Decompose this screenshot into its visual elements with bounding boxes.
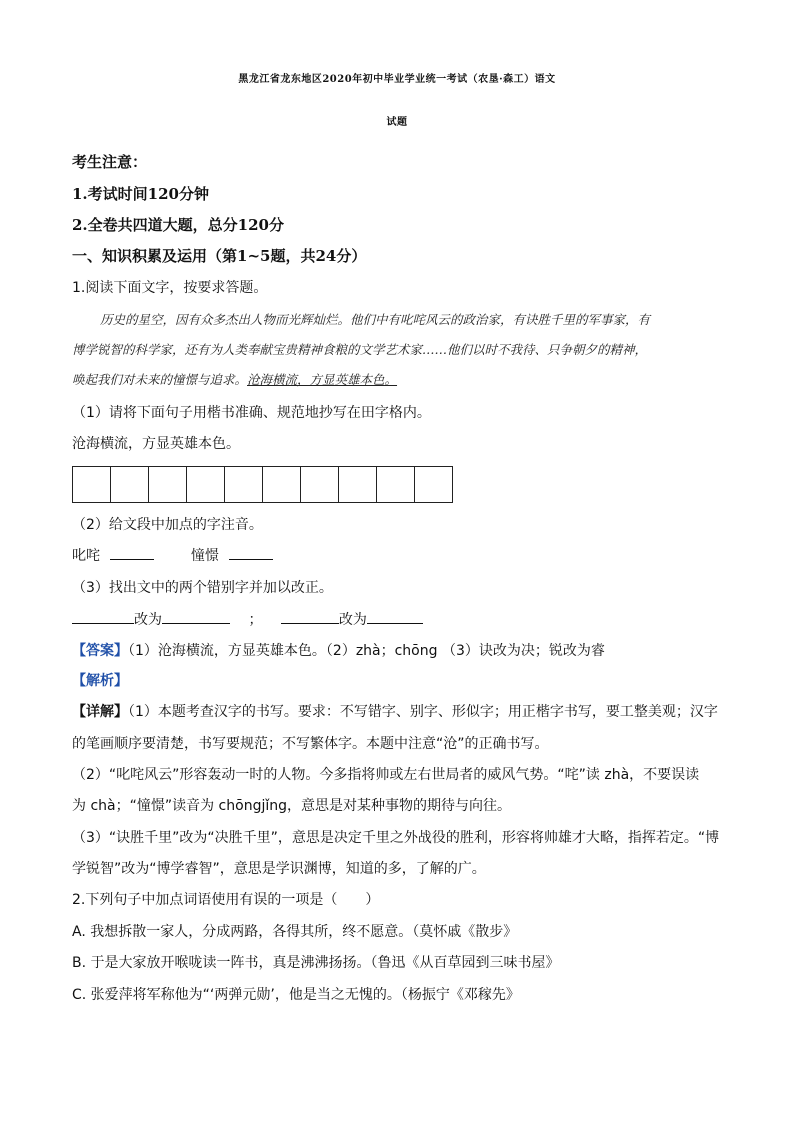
passage-underlined-sentence: 沧海横流，方显英雄本色。 bbox=[247, 372, 398, 387]
pinyin-blank-1[interactable] bbox=[110, 545, 154, 560]
correction-row bbox=[72, 609, 423, 629]
change-label-2: 改为 bbox=[338, 612, 367, 628]
option-c[interactable]: C. 张爱萍将军称他为“‘两弹元勋’，他是当之无愧的。（杨振宁《邓稼先》 bbox=[72, 987, 520, 1003]
analysis-line-6: 学锐智”改为“博学睿智”，意思是学识渊博，知道的多，了解的广。 bbox=[72, 861, 486, 877]
notice-item-time: 1.考试时间120分钟 bbox=[72, 185, 209, 203]
answer-row bbox=[72, 640, 605, 660]
sub-question-1-sentence: 沧海横流，方显英雄本色。 bbox=[72, 436, 240, 452]
notice-item-score: 2.全卷共四道大题，总分120分 bbox=[72, 216, 284, 234]
grid-cell[interactable] bbox=[187, 467, 225, 502]
grid-cell[interactable] bbox=[111, 467, 149, 502]
analysis-tag: 【解析】 bbox=[72, 673, 128, 689]
pinyin-word-2: 憧憬 bbox=[190, 548, 219, 564]
passage-line-2: 博学锐智的科学家，还有为人类奉献宝贵精神食粮的文学艺术家……他们以时不我待、只争朝夕的精神， bbox=[72, 342, 648, 357]
sub-question-3-prompt: （3）找出文中的两个错别字并加以改正。 bbox=[72, 580, 333, 596]
option-a[interactable]: A. 我想拆散一家人，分成两路，各得其所，终不愿意。（莫怀戚《散步》 bbox=[72, 924, 518, 940]
passage-line-1: 历史的星空，因有众多杰出人物而光辉灿烂。他们中有叱咤风云的政治家，有诀胜千里的军事家，有 bbox=[100, 312, 651, 327]
wrong-char-blank-2[interactable] bbox=[281, 609, 339, 624]
sub-question-1-prompt: （1）请将下面句子用楷书准确、规范地抄写在田字格内。 bbox=[72, 405, 431, 421]
option-b[interactable]: B. 于是大家放开喉咙读一阵书，真是沸沸扬扬。（鲁迅《从百草园到三味书屋》 bbox=[72, 955, 560, 971]
correct-char-blank-1[interactable] bbox=[162, 609, 230, 624]
separator: ； bbox=[248, 612, 263, 628]
section-heading: 一、知识积累及运用（第1~5题，共24分） bbox=[72, 247, 367, 265]
grid-cell[interactable] bbox=[377, 467, 415, 502]
analysis-text-1: （1）本题考查汉字的书写。要求：不写错字、别字、形似字；用正楷字书写，要工整美观；汉字 bbox=[128, 704, 718, 720]
detail-tag: 【详解】 bbox=[72, 704, 128, 720]
analysis-line-2: 的笔画顺序要清楚，书写要规范；不写繁体字。本题中注意“沧”的正确书写。 bbox=[72, 736, 549, 752]
pinyin-word-1: 叱咤 bbox=[72, 548, 100, 564]
answer-tag: 【答案】 bbox=[72, 643, 128, 659]
grid-cell[interactable] bbox=[73, 467, 111, 502]
grid-cell[interactable] bbox=[263, 467, 301, 502]
analysis-line-1 bbox=[72, 701, 718, 721]
grid-cell[interactable] bbox=[339, 467, 377, 502]
change-label-1: 改为 bbox=[134, 612, 162, 628]
wrong-char-blank-1[interactable] bbox=[72, 609, 134, 624]
exam-title: 黑龙江省龙东地区2020年初中毕业学业统一考试（农垦·森工）语文 bbox=[238, 74, 556, 85]
writing-grid[interactable] bbox=[72, 466, 453, 503]
grid-cell[interactable] bbox=[301, 467, 339, 502]
correct-char-blank-2[interactable] bbox=[367, 609, 423, 624]
pinyin-blank-2[interactable] bbox=[229, 545, 273, 560]
grid-cell[interactable] bbox=[149, 467, 187, 502]
passage-line-3-text: 唤起我们对未来的憧憬与追求。 bbox=[72, 372, 248, 387]
analysis-line-4: 为 chà；“憧憬”读音为 chōngjǐng，意思是对某种事物的期待与向往。 bbox=[72, 798, 511, 814]
grid-cell[interactable] bbox=[415, 467, 452, 502]
exam-title-continued: 试题 bbox=[386, 117, 408, 128]
pinyin-row bbox=[72, 545, 273, 565]
question-2-prompt: 2.下列句子中加点词语使用有误的一项是（ ） bbox=[72, 892, 380, 908]
grid-cell[interactable] bbox=[225, 467, 263, 502]
sub-question-2-prompt: （2）给文段中加点的字注音。 bbox=[72, 517, 263, 533]
notice-heading: 考生注意： bbox=[72, 153, 148, 171]
answer-text: （1）沧海横流，方显英雄本色。（2）zhà；chōng （3）诀改为决；锐改为睿 bbox=[128, 643, 605, 659]
analysis-line-5: （3）“诀胜千里”改为“决胜千里”，意思是决定千里之外战役的胜利，形容将帅雄才大略，指挥若定。“博 bbox=[72, 830, 720, 846]
analysis-line-3: （2）“叱咤风云”形容轰动一时的人物。今多指将帅或左右世局者的威风气势。“咤”读 zhà，不要误读 bbox=[72, 767, 700, 783]
passage-line-3 bbox=[72, 370, 397, 388]
question-1-prompt: 1.阅读下面文字，按要求答题。 bbox=[72, 280, 268, 296]
